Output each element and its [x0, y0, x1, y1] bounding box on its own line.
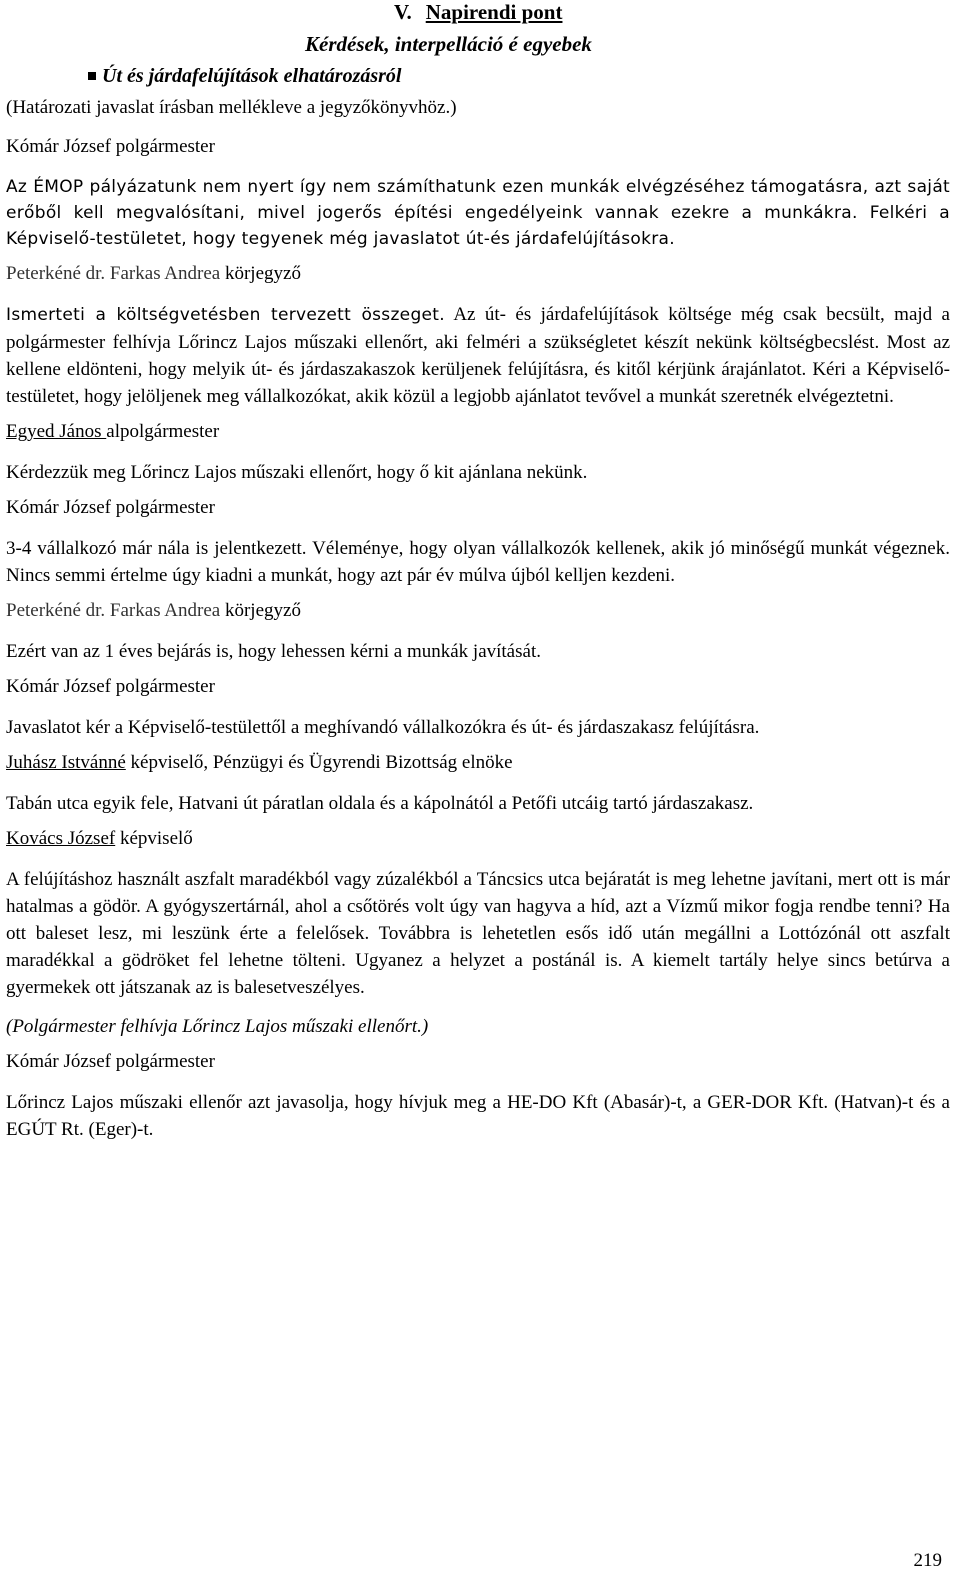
speech-paragraph: Javaslatot kér a Képviselő-testülettől a meghívandó vállalkozókra és út- és járdaszakasz felújításra.: [6, 717, 760, 738]
attachment-note: (Határozati javaslat írásban mellékleve a jegyzőkönyvhöz.): [6, 97, 457, 118]
speaker-role: polgármester: [111, 497, 215, 518]
speaker-role: körjegyző: [220, 600, 301, 621]
speech-lead: Ismerteti a költségvetésben tervezett összeget.: [6, 305, 445, 325]
speech-tail: Most az kellene eldönteni, hogy melyik út- és járdaszakaszok kerüljenek felújításra, és kitől kérjünk árajánlatot. Kéri a Képviselő-testületet, hogy jelöljenek meg vállalkozókat, akik közül a legjobb ajánlatot tevővel a munkát szeretnék elvégeztetni.: [6, 332, 951, 407]
speaker-name: Peterkéné dr. Farkas Andrea: [6, 600, 221, 621]
speech-paragraph: [6, 301, 950, 410]
speaker-line: [6, 494, 950, 521]
speaker-name: Kómár József: [6, 136, 111, 157]
section-title: Napirendi pont: [425, 0, 563, 24]
speech-paragraph: 3-4 vállalkozó már nála is jelentkezett. Véleménye, hogy olyan vállalkozók kellenek, akik jó minőségű munkát végeznek. Nincs semmi értelme úgy kiadni a munkát, hogy azt pár év múlva újból kelljen kezdeni.: [6, 538, 950, 586]
square-bullet-icon: [88, 72, 96, 80]
section-heading: [6, 0, 950, 24]
speaker-role: körjegyző: [220, 263, 301, 284]
topic-title: Út és járdafelújítások elhatározásról: [102, 65, 402, 87]
speaker-role: polgármester: [111, 136, 215, 157]
speaker-name: Kómár József: [6, 1051, 111, 1072]
speech-paragraph: Tabán utca egyik fele, Hatvani út páratlan oldala és a kápolnától a Petőfi utcáig tartó járdaszakasz.: [6, 793, 754, 814]
speech-paragraph: Lőrincz Lajos műszaki ellenőr azt javasolja, hogy hívjuk meg a HE-DO Kft (Abasár)-t, a GER-DOR Kft. (Hatvan)-t és a EGÚT Rt. (Eger)-t.: [6, 1092, 950, 1140]
document-page: [6, 0, 950, 1143]
speech-paragraph: Kérdezzük meg Lőrincz Lajos műszaki ellenőrt, hogy ő kit ajánlana nekünk.: [6, 462, 588, 483]
procedural-remark: (Polgármester felhívja Lőrincz Lajos műszaki ellenőrt.): [6, 1016, 429, 1037]
speaker-name: Peterkéné dr. Farkas Andrea: [6, 263, 221, 284]
speaker-line: [6, 260, 950, 287]
speaker-line: [6, 597, 950, 624]
speaker-name: Kovács József: [6, 828, 116, 849]
speaker-role: polgármester: [111, 1051, 215, 1072]
topic-heading: [6, 64, 950, 88]
speaker-role: polgármester: [111, 676, 215, 697]
speech-paragraph: Az ÉMOP pályázatunk nem nyert így nem számíthatunk ezen munkák elvégzéséhez támogatásra, azt saját erőből kell megvalósítani, mivel jogerős építési engedélyeink vannak ezekre a munkákra. Felkéri a Képviselő-testületet, hogy tegyenek még javaslatot út-és járdafelújításokra.: [6, 177, 950, 249]
speech-main: Az út- és járdafelújítások költsége még csak becsült, majd a polgármester felhívja Lőrincz Lajos műszaki ellenőrt, aki felméri a szükségletet készít nekünk költségbecslést.: [6, 304, 950, 353]
speech-paragraph: A felújításhoz használt aszfalt maradékból vagy zúzalékból a Táncsics utca bejáratát is meg lehetne javítani, mert ott is már hatalmas a gödör. A gyógyszertárnál, ahol a csőtörés volt úgy van hagyva a híd, azt a Vízmű mikor fogja rendbe tenni? Ha ott baleset lesz, mi leszünk érte a felelősek. Továbbra is lehetetlen esős idő után megállni a Lottózónál ott aszfalt maradékkal a gödröket fel lehetne tölteni. Ugyanez a helyzet a postánál is. A kiemelt tartály helye sincs betúrva a gyermekek ott játszanak az is balesetveszélyes.: [6, 869, 950, 998]
section-number: V.: [394, 0, 412, 24]
speaker-line: [6, 749, 950, 776]
speaker-line: [6, 673, 950, 700]
speaker-name: Kómár József: [6, 676, 111, 697]
speaker-role: képviselő, Pénzügyi és Ügyrendi Bizottság elnöke: [125, 752, 513, 773]
section-subtitle: Kérdések, interpelláció é egyebek: [305, 32, 592, 56]
speaker-role: alpolgármester: [106, 421, 220, 442]
speech-paragraph: Ezért van az 1 éves bejárás is, hogy lehessen kérni a munkák javítását.: [6, 641, 541, 662]
speaker-name: Kómár József: [6, 497, 111, 518]
speaker-line: [6, 418, 950, 445]
page-number: 219: [913, 1550, 942, 1571]
speaker-line: [6, 1048, 950, 1075]
speaker-line: [6, 825, 950, 852]
speaker-line: [6, 133, 950, 160]
speaker-role: képviselő: [115, 828, 193, 849]
speaker-name: Juhász Istvánné: [6, 752, 126, 773]
speaker-name: Egyed János: [6, 421, 107, 442]
